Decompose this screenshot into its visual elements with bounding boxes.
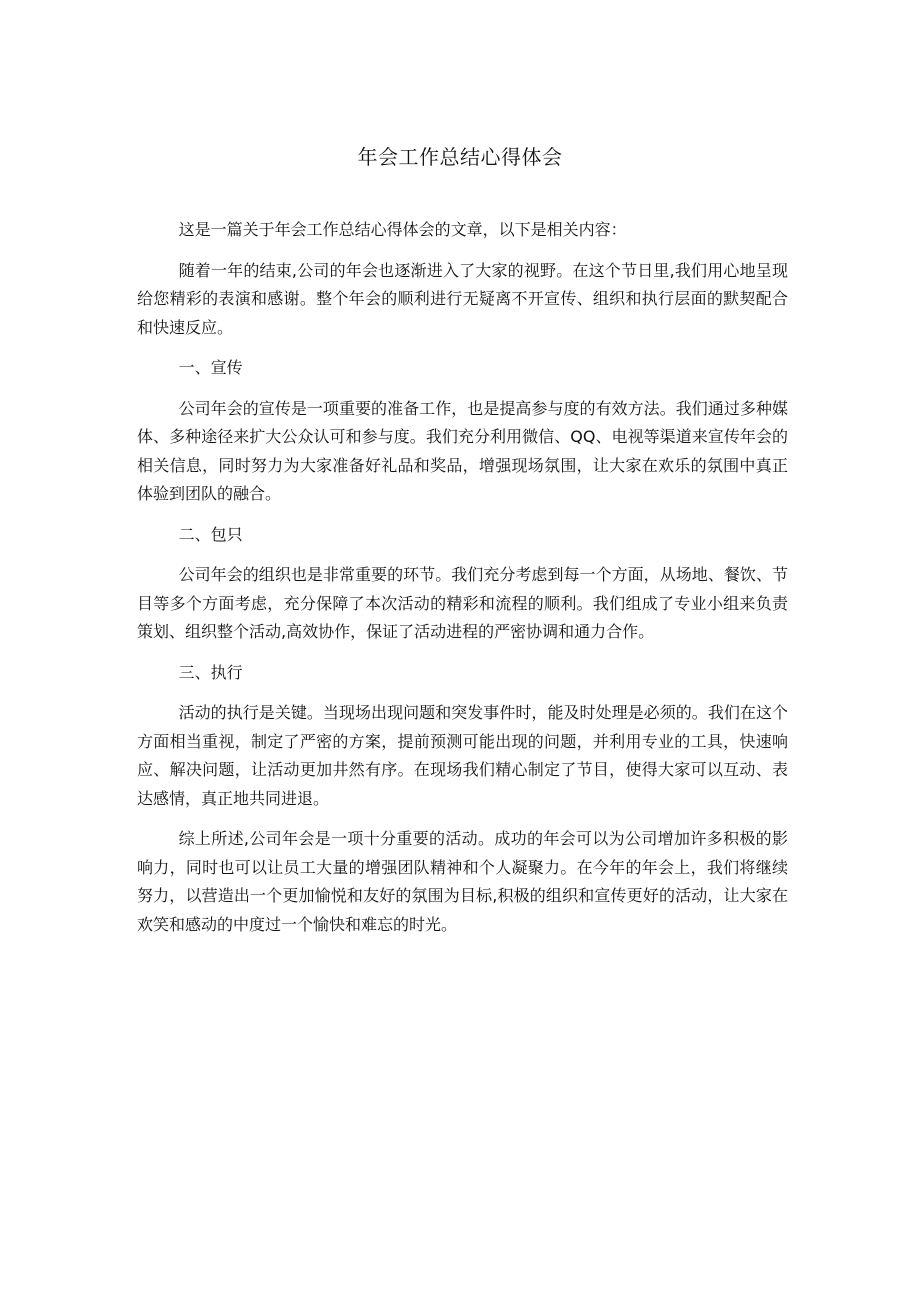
section-heading-organization: 二、包只 xyxy=(178,524,243,544)
intro-paragraph: 这是一篇关于年会工作总结心得体会的文章，以下是相关内容： xyxy=(178,220,627,239)
execution-paragraph: 活动的执行是关键。当现场出现问题和突发事件时，能及时处理是必须的。我们在这个方面相当重视，制定了严密的方案，提前预测可能出现的问题，并利用专业的工具，快速响应、解决问题，让活动更加井然有序。在现场我们精心制定了节目，使得大家可以互动、表达感情，真正地共同进退。 xyxy=(137,703,788,808)
publicity-paragraph: 公司年会的宣传是一项重要的准备工作，也是提高参与度的有效方法。我们通过多种媒体、多种途径来扩大公众认可和参与度。我们充分利用微信、QQ、电视等渠道来宣传年会的相关信息，同时努力为大家准备好礼品和奖品，增强现场氛围，让大家在欢乐的氛围中真正体验到团队的融合。 xyxy=(137,398,788,503)
document-title: 年会工作总结心得体会 xyxy=(357,145,563,169)
section-heading-execution: 三、执行 xyxy=(178,662,243,682)
document-body xyxy=(137,216,788,951)
opening-paragraph: 随着一年的结束,公司的年会也逐渐进入了大家的视野。在这个节日里,我们用心地呈现给您精彩的表演和感谢。整个年会的顺利进行无疑离不开宣传、组织和执行层面的默契配合和快速反应。 xyxy=(137,260,788,337)
organization-paragraph: 公司年会的组织也是非常重要的环节。我们充分考虑到每一个方面，从场地、餐饮、节目等多个方面考虑，充分保障了本次活动的精彩和流程的顺利。我们组成了专业小组来负责策划、组织整个活动,高效协作，保证了活动进程的严密协调和通力合作。 xyxy=(137,565,788,641)
conclusion-paragraph: 综上所述,公司年会是一项十分重要的活动。成功的年会可以为公司增加许多积极的影响力，同时也可以让员工大量的增强团队精神和个人凝聚力。在今年的年会上，我们将继续努力，以营造出一个更加愉悦和友好的氛围为目标,积极的组织和宣传更好的活动，让大家在欢笑和感动的中度过一个愉快和难忘的时光。 xyxy=(137,829,788,934)
section-heading-publicity: 一、宣传 xyxy=(178,358,243,377)
